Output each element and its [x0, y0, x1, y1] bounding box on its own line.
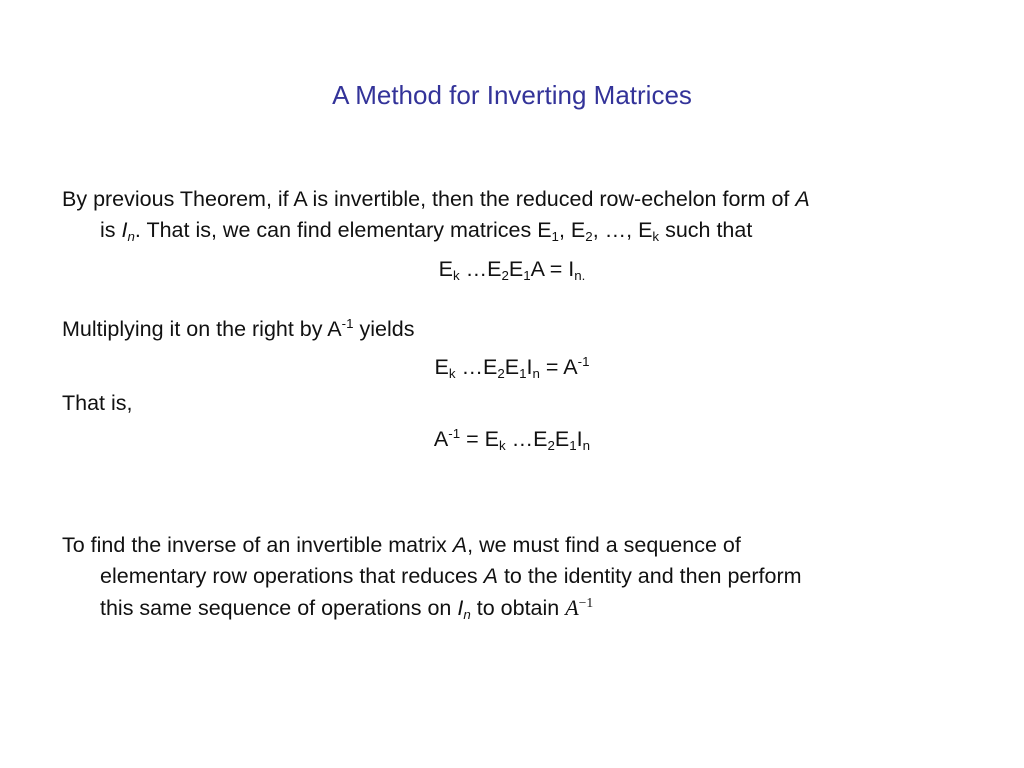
paragraph-line: Multiplying it on the right by $A^{-1}$ yields [62, 316, 415, 341]
math-inverse: $A^{-1}$ [565, 594, 594, 620]
paragraph-line: this same sequence of operations on $I_n$ to obtain $A^{-1}$ [100, 594, 594, 622]
equation-2: $E_k$ $\dots E_2E_1I_n = A^{-1}$ [434, 354, 590, 381]
equation-1: $E_k$ $\dots E_2E_1A = I_{n.}$ [438, 257, 586, 283]
paragraph-line: is $I_n$. That is, we can find elementary matrices $E_1$, $E_2$, …, $E_k$ such that [100, 218, 753, 244]
slide-title: A Method for Inverting Matrices [332, 80, 692, 110]
paragraph-that-is: That is, [62, 391, 133, 415]
paragraph-theorem [62, 184, 962, 246]
paragraph-method [62, 530, 962, 624]
paragraph-multiplying [62, 314, 962, 345]
paragraph-line: By previous Theorem, if A is invertible, then the reduced row-echelon form of A [62, 187, 810, 211]
paragraph-line: elementary row operations that reduces A to the identity and then perform [100, 564, 802, 588]
paragraph-line: To find the inverse of an invertible matrix A, we must find a sequence of [62, 533, 741, 557]
equation-3: $A^{-1} = E_k$ $\dots E_2E_1I_n$ [433, 426, 591, 453]
